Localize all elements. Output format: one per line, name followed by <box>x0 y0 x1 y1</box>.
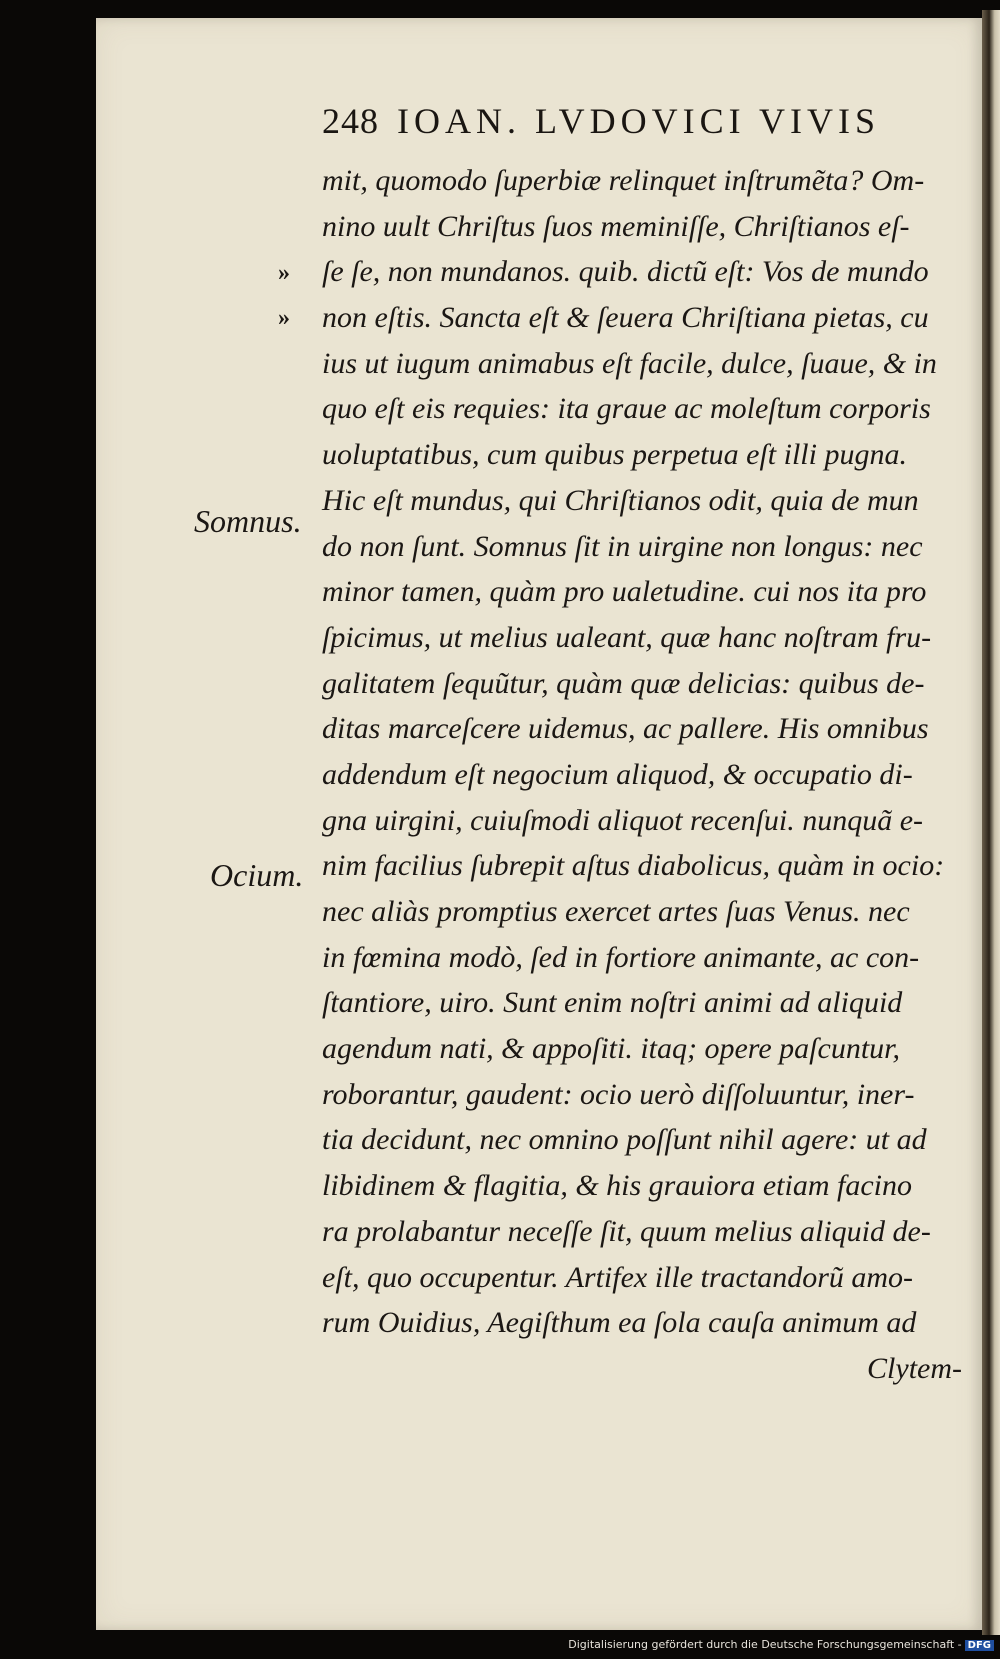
text-line: addendum eſt negocium aliquod, & occupatio di- <box>322 757 913 791</box>
text-line: in fœmina modò, ſed in fortiore animante, ac con- <box>322 940 920 974</box>
text-line: gna uirgini, cuiuſmodi aliquot recenſui. nunquã e- <box>322 803 924 837</box>
text-line: non eſtis. Sancta eſt & ſeuera Chriſtiana pietas, cu <box>322 301 929 335</box>
text-line: nino uult Chriſtus ſuos meminiſſe, Chriſtianos eſ- <box>322 209 910 243</box>
text-line: tia decidunt, nec omnino poſſunt nihil agere: ut ad <box>322 1123 927 1157</box>
text-line: ditas marceſcere uidemus, ac pallere. His omnibus <box>322 712 929 746</box>
text-line: eſt, quo occupentur. Artifex ille tractandorũ amo- <box>322 1260 914 1294</box>
text-line: uoluptatibus, cum quibus perpetua eſt illi pugna. <box>322 438 907 472</box>
text-line: mit, quomodo ſuperbiæ relinquet inſtrumẽta? Om- <box>322 164 925 197</box>
text-line: quo eſt eis requies: ita graue ac moleſtum corporis <box>322 392 931 426</box>
digitization-footer <box>0 1638 994 1651</box>
footer-text: Digitalisierung gefördert durch die Deutsche Forschungsgemeinschaft - <box>568 1638 962 1651</box>
marginal-note: Somnus. <box>194 503 302 539</box>
quotation-mark: » <box>278 260 290 286</box>
running-title: IOAN. LVDOVICI VIVIS <box>397 101 880 141</box>
text-line: ſe ſe, non mundanos. quib. dictũ eſt: Vos de mundo <box>322 255 929 289</box>
text-line: rum Ouidius, Aegiſthum ea ſola cauſa animum ad <box>322 1306 917 1340</box>
body-text <box>322 158 962 1392</box>
marginal-note: Ocium. <box>210 857 304 893</box>
text-line: ra prolabantur neceſſe ſit, quum melius aliquid de- <box>322 1214 931 1248</box>
page-number: 248 <box>322 101 379 141</box>
quotation-mark: » <box>278 305 290 331</box>
text-line: galitatem ſequũtur, quàm quæ delicias: quibus de- <box>322 666 925 700</box>
text-line: agendum nati, & appoſiti. itaq; opere paſcuntur, <box>322 1032 901 1066</box>
page-gutter <box>982 10 1000 1635</box>
catchword: Clytem- <box>867 1351 962 1385</box>
text-line: ſpicimus, ut melius ualeant, quæ hanc noſtram fru- <box>322 620 932 654</box>
dfg-logo: DFG <box>965 1640 994 1651</box>
running-header <box>322 100 912 142</box>
text-line: minor tamen, quàm pro ualetudine. cui nos ita pro <box>322 575 927 609</box>
text-line: nec aliàs promptius exercet artes ſuas Venus. nec <box>322 895 910 928</box>
text-line: libidinem & flagitia, & his grauiora etiam facino <box>322 1169 912 1203</box>
text-line: roborantur, gaudent: ocio uerò diſſoluuntur, iner- <box>322 1077 915 1111</box>
text-line: ius ut iugum animabus eſt facile, dulce, ſuaue, & in <box>322 346 937 380</box>
text-line: do non ſunt. Somnus ſit in uirgine non longus: nec <box>322 529 923 563</box>
text-line: nim facilius ſubrepit aſtus diabolicus, quàm in ocio: <box>322 849 945 883</box>
text-line: Hic eſt mundus, qui Chriſtianos odit, quia de mun <box>322 483 919 517</box>
text-line: ſtantiore, uiro. Sunt enim noſtri animi ad aliquid <box>322 986 903 1020</box>
